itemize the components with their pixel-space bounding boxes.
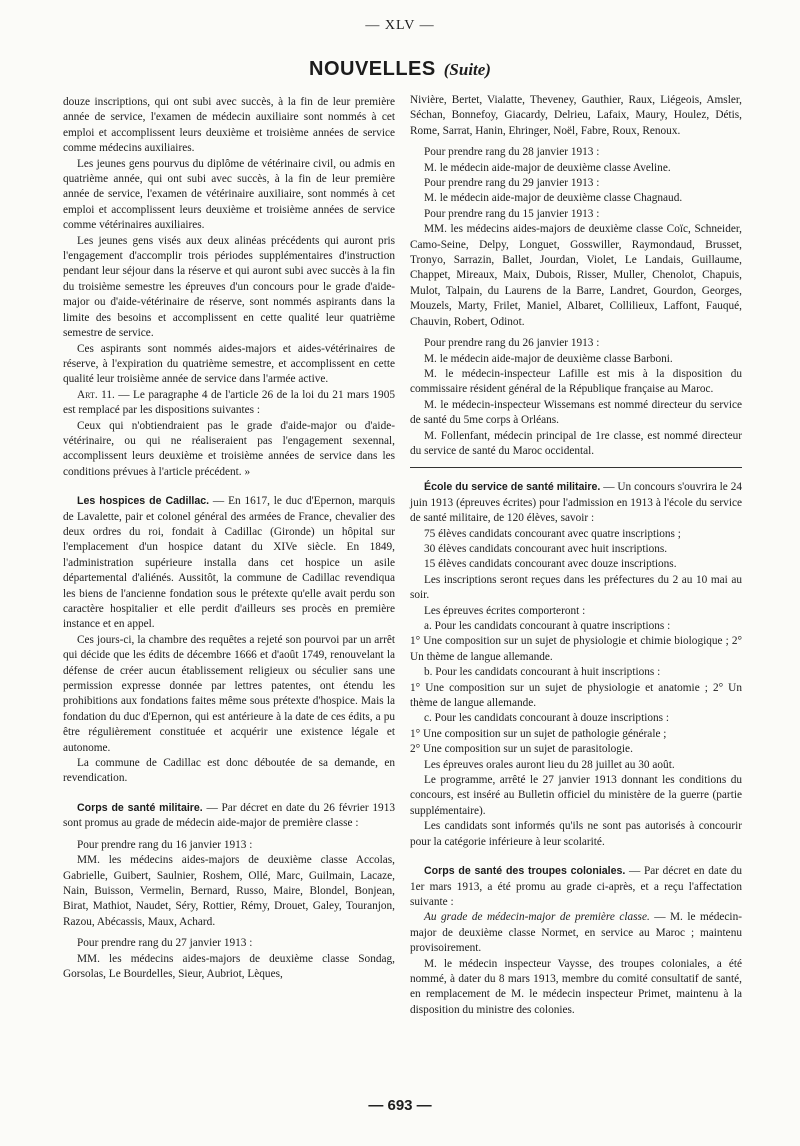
paragraph: M. le médecin aide-major de deuxième classe Aveline. bbox=[424, 161, 671, 174]
paragraph: Pour prendre rang du 26 janvier 1913 : bbox=[424, 337, 600, 350]
paragraph: MM. les médecins aides-majors de deuxième classe Accolas, Gabrielle, Guibert, Saulnier, Roshem, Ollé, Marc, Guilmain, Lacaze, Nain, Buisson, Vermelin, Bernard, Russo, Maire, Blondel, Bonjean, Birat, Mathiot, Naudet, Séry, Rottier, Rémy, Drouet, Galey, Touranjon, Razou, Abécassis, Maux, Achard. bbox=[63, 854, 395, 928]
paragraph: Pour prendre rang du 28 janvier 1913 : bbox=[424, 146, 600, 159]
paragraph: 15 élèves candidats concourant avec douze inscriptions. bbox=[424, 558, 677, 571]
paragraph: 1° Une composition sur un sujet de physiologie et chimie biologique ; 2° Un thème de langue allemande. bbox=[410, 635, 742, 663]
paragraph bbox=[410, 910, 742, 956]
section-heading: Corps de santé militaire. bbox=[77, 801, 203, 814]
paragraph: Ces jours-ci, la chambre des requêtes a rejeté son pourvoi par un arrêt qui décide que les édits de décembre 1666 et d'août 1749, renouvelant la défense de créer aucun établissement religieux ou séculier sans une permission expresse donnée par lettres patentes, ont étendu les prohibitions aux fondations faites même sous prétexte d'hospice. Mais la fondation du duc d'Epernon, qui est antérieure à la date de ces édits, a pu être régulièrement constituée et acquérir une existence légale et autonome. bbox=[63, 633, 395, 754]
paragraph: MM. les médecins aides-majors de deuxième classe Coïc, Schneider, Camo-Seine, Delpy, Longuet, Gosswiller, Raymondaud, Brusset, Tronyo, Sarrazin, Ballet, Jourdan, Violet, Le Landais, Guillaume, Chappet, Mireaux, Maix, Dubois, Risser, Muller, Chenolot, Chapuis, Mulot, Talpain, du Laurens de la Barre, Landret, Gourdon, Georges, Mouzels, Marty, Frilet, Maniel, Albaret, Collilieux, Laffont, Fauqué, Chauvin, Robert, Odinot. bbox=[410, 223, 742, 328]
paragraph: Les candidats sont informés qu'ils ne sont pas autorisés à concourir pour la catégorie inférieure à leur scolarité. bbox=[410, 820, 742, 848]
paragraph: Ceux qui n'obtiendraient pas le grade d'aide-major ou d'aide-vétérinaire, ou qui ne réaliseraient pas l'engagement sexennal, accomplissent leurs deuxième et troisième années de service dans les conditions prévues à l'article précédent. » bbox=[63, 419, 395, 478]
paragraph: Les inscriptions seront reçues dans les préfectures du 2 au 10 mai au soir. bbox=[410, 573, 742, 602]
page-title: NOUVELLES bbox=[309, 58, 436, 80]
section-colonial bbox=[410, 864, 742, 910]
paragraph: Pour prendre rang du 27 janvier 1913 : bbox=[77, 937, 253, 950]
paragraph: 75 élèves candidats concourant avec quatre inscriptions ; bbox=[424, 527, 681, 540]
paragraph: douze inscriptions, qui ont subi avec succès, à la fin de leur première année de service, l'examen de médecin auxiliaire sont nommés à cet emploi et accomplissent leurs deuxième et troisième années de service comme médecins auxiliaires. bbox=[63, 96, 395, 155]
paragraph: M. Follenfant, médecin principal de 1re classe, est nommé directeur du service de santé du Maroc occidental. bbox=[410, 429, 742, 457]
paragraph bbox=[63, 388, 395, 419]
paragraph: Les épreuves écrites comporteront : bbox=[424, 604, 586, 617]
paragraph: a. Pour les candidats concourant à quatre inscriptions : bbox=[424, 620, 671, 632]
paragraph: Les jeunes gens pourvus du diplôme de vétérinaire civil, ou admis en quatrième année, qui ont subi avec succès, à la fin de leur première année de service, l'examen de vétérinaire auxiliaire, sont nommés à cet emploi et accomplissent leurs deuxième et troisième années de service comme vétérinaires auxiliaires. bbox=[63, 157, 395, 232]
italic-heading: Au grade de médecin-major de première classe. bbox=[424, 911, 650, 924]
section-text: — Par décret en date du 26 février 1913 sont promus au grade de médecin aide-major de première classe : bbox=[63, 801, 395, 830]
paragraph: 1° Une composition sur un sujet de pathologie générale ; bbox=[410, 727, 667, 740]
paragraph: M. le médecin aide-major de deuxième classe Chagnaud. bbox=[424, 192, 683, 205]
paragraph-text: — M. le médecin-major de deuxième classe Normet, en service au Maroc ; maintenu provisoirement. bbox=[410, 911, 742, 955]
paragraph: Pour prendre rang du 16 janvier 1913 : bbox=[77, 838, 253, 851]
paragraph: b. Pour les candidats concourant à huit inscriptions : bbox=[424, 666, 661, 679]
paragraph: c. Pour les candidats concourant à douze inscriptions : bbox=[424, 712, 670, 725]
paragraph: 2° Une composition sur un sujet de parasitologie. bbox=[410, 743, 633, 756]
paragraph: Pour prendre rang du 29 janvier 1913 : bbox=[424, 177, 600, 190]
section-heading: Les hospices de Cadillac. bbox=[77, 495, 210, 508]
paragraph: Ces aspirants sont nommés aides-majors et aides-vétérinaires de réserve, à l'expiration du quatrième semestre, et accomplissent en cette qualité leur troisième année de service dans l'armée active. bbox=[63, 342, 395, 386]
section-text: — Un concours s'ouvrira le 24 juin 1913 (épreuves écrites) pour l'admission en 1913 à l'école du service de santé militaire, de 120 élèves, savoir : bbox=[410, 481, 742, 525]
page-title-suffix: (Suite) bbox=[443, 60, 491, 79]
paragraph: Le programme, arrêté le 27 janvier 1913 donnant les conditions du concours, est inséré au Bulletin officiel du ministère de la guerre (partie supplémentaire). bbox=[410, 774, 742, 817]
section-heading: École du service de santé militaire. bbox=[424, 481, 601, 494]
paragraph: M. le médecin-inspecteur Wissemans est nommé directeur du service de santé du 5me corps à Orléans. bbox=[410, 398, 742, 427]
section-heading: Corps de santé des troupes coloniales. bbox=[424, 865, 626, 878]
paragraph: Les épreuves orales auront lieu du 28 juillet au 30 août. bbox=[424, 758, 675, 771]
paragraph: Nivière, Bertet, Vialatte, Theveney, Gauthier, Raux, Liégeois, Amsler, Séchan, Bonnefoy, Giacardy, Delrieu, Lafaix, Maury, Houlez, Détis, Rome, Sarrat, Hanin, Ehringer, Noël, Fabre, Roux, Renoux. bbox=[410, 94, 742, 137]
paragraph: 30 élèves candidats concourant avec huit inscriptions. bbox=[424, 542, 668, 555]
right-column bbox=[410, 93, 742, 1018]
paragraph: 1° Une composition sur un sujet de physiologie et anatomie ; 2° Un thème de langue allemande. bbox=[410, 681, 742, 710]
section-corps-sante bbox=[63, 801, 395, 832]
page-number: — 693 — bbox=[368, 1097, 432, 1114]
paragraph: M. le médecin aide-major de deuxième classe Barboni. bbox=[424, 352, 673, 365]
paragraph: La commune de Cadillac est donc déboutée de sa demande, en revendication. bbox=[63, 757, 395, 785]
section-text: — Par décret en date du 1er mars 1913, a été promu au grade ci-après, et a reçu l'affectation suivante : bbox=[410, 865, 742, 908]
left-column bbox=[63, 95, 395, 982]
paragraph: MM. les médecins aides-majors de deuxième classe Sondag, Gorsolas, Le Bourdelles, Sieur, Aubriot, Lèques, bbox=[63, 952, 395, 980]
paragraph: Les jeunes gens visés aux deux alinéas précédents qui auront pris l'engagement d'accomplir trois périodes supplémentaires d'instruction pendant leur séjour dans la réserve et qui auront subi avec succès à la fin du troisième semestre les épreuves d'un concours pour le grade d'aide-major ou d'aide-vétérinaire de réserve, sont nommés aspirants dans la limite des besoins et accomplissent en cette qualité leur quatrième semestre de service. bbox=[63, 234, 395, 340]
section-divider bbox=[410, 467, 742, 468]
paragraph: M. le médecin inspecteur Vaysse, des troupes coloniales, a été nommé, à dater du 8 mars 1913, membre du comité consultatif de santé, en remplacement de M. le médecin inspecteur Primet, maintenu à la disposition du ministre des colonies. bbox=[410, 957, 742, 1016]
section-text: — En 1617, le duc d'Epernon, marquis de Lavalette, pair et colonel général des armées de France, chevalier des deux ordres du roi, fondait à Cadillac (Gironde) un hôpital sur l'emplacement d'un hospice datant du XIVe siècle. En 1849, l'administration supérieure installa dans cet hospice un asile départemental d'aliénés. Aussitôt, la commune de Cadillac revendiqua les biens de l'ancienne fondation sous le prétexte qu'elle avait perdu son caractère hospitalier et elle perdit d'ailleurs ses procès en première instance et en appel. bbox=[63, 495, 395, 631]
paragraph: M. le médecin-inspecteur Lafille est mis à la disposition du commissaire résident général de la République française au Maroc. bbox=[410, 367, 742, 396]
page-roman-number: — XLV — bbox=[365, 18, 435, 33]
section-cadillac bbox=[63, 494, 395, 633]
paragraph: Pour prendre rang du 15 janvier 1913 : bbox=[424, 207, 600, 220]
article-label: Art. 11. bbox=[77, 388, 115, 401]
article-text: — Le paragraphe 4 de l'article 26 de la loi du 21 mars 1905 est remplacé par les dispositions suivantes : bbox=[63, 388, 395, 417]
section-ecole bbox=[410, 480, 742, 526]
page-header bbox=[0, 58, 800, 81]
